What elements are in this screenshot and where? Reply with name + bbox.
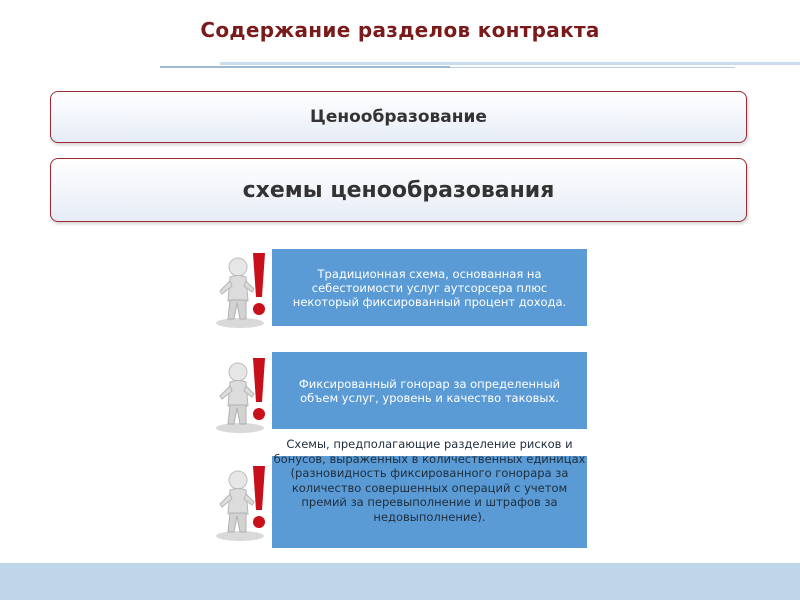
footer-band (0, 563, 800, 600)
title-divider (220, 62, 800, 65)
item-text: Фиксированный гонорар за определенный объем услуг, уровень и качество таковых. (298, 376, 561, 405)
subheading-pill (50, 158, 747, 222)
item-text: Схемы, предполагающие разделение рисков и бонусов, выраженных в количественных единицах (разновидность фиксированного гонорара за количество совершенных операций с учетом премий за перевыполнение и штрафов за недовыполнение). (273, 437, 586, 524)
section-heading-pill (50, 91, 747, 143)
section-heading: Ценообразование (310, 107, 487, 127)
list-item (272, 249, 587, 326)
person-exclamation-icon (210, 458, 280, 542)
page-title: Содержание разделов контракта (200, 18, 600, 42)
title-divider (450, 67, 735, 68)
subheading: схемы ценообразования (242, 177, 555, 203)
person-exclamation-icon (210, 350, 280, 434)
person-exclamation-icon (210, 245, 280, 329)
item-text: Традиционная схема, основанная на себестоимости услуг аутсорсера плюс некоторый фиксированный процент дохода. (292, 266, 567, 309)
list-item (272, 352, 587, 429)
title-divider (160, 66, 450, 68)
